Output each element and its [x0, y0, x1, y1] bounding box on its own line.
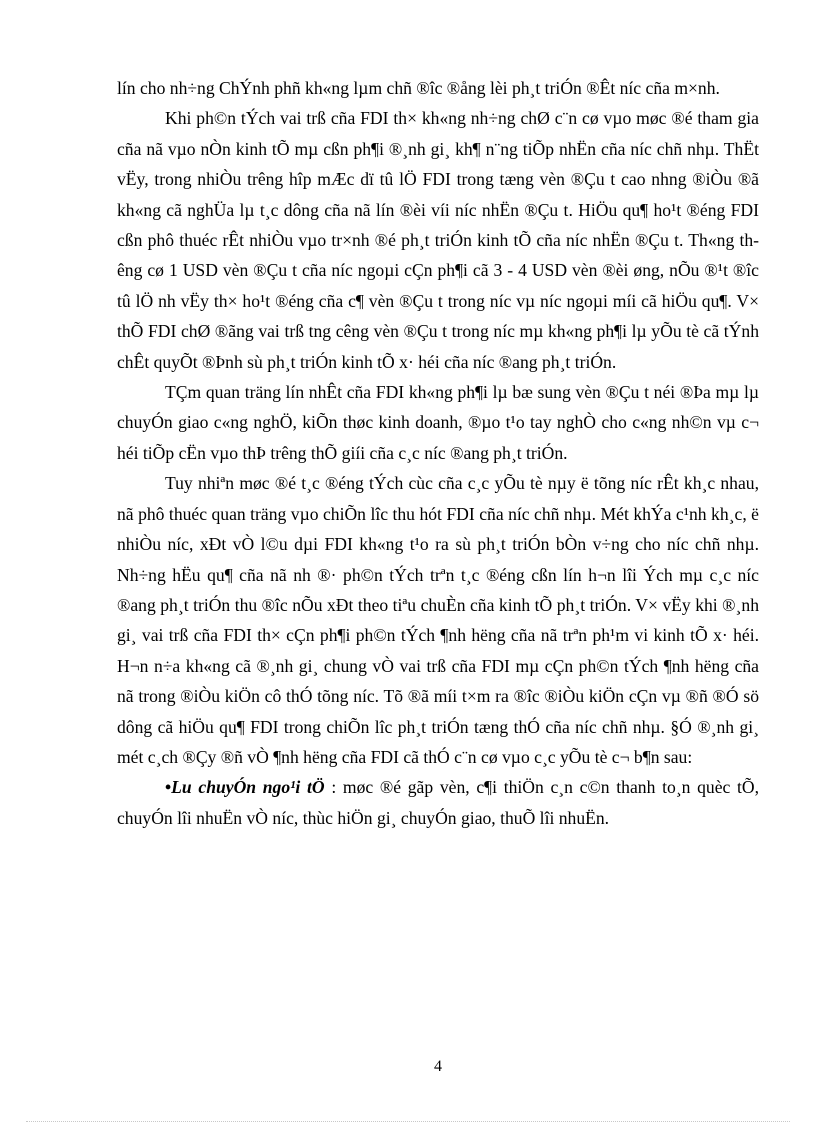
- body-text: [117, 73, 759, 833]
- bullet-text: møc ®é gãp vèn, c¶i thiÖn c¸n c©n thanh to¸n quèc tÕ, chuyÓn lîi nhuËn vÒ níc, thùc hiÖn gi¸ chuyÓn giao, thuÕ lîi nhuËn.: [117, 777, 760, 828]
- paragraph-4: Tuy nhiªn møc ®é t¸c ®éng tÝch cùc cña c¸c yÕu tè nµy ë tõng níc rÊt kh¸c nhau, nã phô thuéc quan träng vµo chiÕn lîc thu hót FDI cña níc chñ nhµ. Mét khÝa c¹nh kh¸c, ë nhiÒu níc, xÐt vÒ l©u dµi FDI kh«ng t¹o ra sù ph¸t triÓn bÒn v÷ng cho níc chñ nhµ. Nh÷ng hËu qu¶ cña nã nh ®· ph©n tÝch trªn t¸c ®éng cßn lín h¬n lîi Ých mµ c¸c níc ®ang ph¸t triÓn thu ®îc nÕu xÐt theo tiªu chuÈn cña kinh tÕ ph¸t triÓn. V× vËy khi ®¸nh gi¸ vai trß cña FDI th× cÇn ph¶i ph©n tÝch ¶nh hëng cña nã trªn ph¹m vi kinh tÕ x· héi. H¬n n÷a kh«ng cã ®¸nh gi¸ chung vÒ vai trß cña FDI mµ cÇn ph©n tÝch ¶nh hëng cña nã trong ®iÒu kiÖn cô thÓ tõng níc. Tõ ®ã míi t×m ra ®îc ®iÒu kiÖn cÇn vµ ®ñ ®Ó sö dông cã hiÖu qu¶ FDI trong chiÕn lîc ph¸t triÓn tæng thÓ cña níc chñ nhµ. §Ó ®¸nh gi¸ mét c¸ch ®Çy ®ñ vÒ ¶nh hëng cña FDI cã thÓ c¨n cø vµo c¸c yÕu tè c¬ b¶n sau:: [117, 473, 759, 767]
- bullet-paragraph: [117, 772, 759, 833]
- page-bottom-divider: [26, 1121, 790, 1122]
- paragraph-2: Khi ph©n tÝch vai trß cña FDI th× kh«ng nh÷ng chØ c¨n cø vµo møc ®é tham gia cña nã vµo nÒn kinh tÕ mµ cßn ph¶i ®¸nh gi¸ kh¶ n¨ng tiÕp nhËn cña níc chñ nhµ. ThËt vËy, trong nhiÒu trêng hîp mÆc dï tû lÖ FDI trong tæng vèn ®Çu t cao nhng ®iÒu ®ã kh«ng cã nghÜa lµ t¸c dông cña nã lín ®èi víi níc nhËn ®Çu t. HiÖu qu¶ ho¹t ®éng FDI cßn phô thuéc rÊt nhiÒu vµo tr×nh ®é ph¸t triÓn kinh tÕ cña níc nhËn ®Çu t. Th«ng thêng cø 1 USD vèn ®Çu t cña níc ngoµi cÇn ph¶i cã 3 - 4 USD vèn ®èi øng, nÕu ®¹t ®îc tû lÖ nh vËy th× ho¹t ®éng cña c¶ vèn ®Çu t trong níc vµ níc ngoµi míi cã hiÖu qu¶. V× thÕ FDI chØ ®ãng vai trß tng cêng vèn ®Çu t trong níc mµ kh«ng ph¶i lµ yÕu tè cã tÝnh chÊt quyÕt ®Þnh sù ph¸t triÓn kinh tÕ x· héi cña níc ®ang ph¸t triÓn.: [117, 108, 759, 372]
- bullet-separator: :: [331, 777, 337, 798]
- paragraph-3: TÇm quan träng lín nhÊt cña FDI kh«ng ph¶i lµ bæ sung vèn ®Çu t néi ®Þa mµ lµ chuyÓn giao c«ng nghÖ, kiÕn thøc kinh doanh, ®µo t¹o tay nghÒ cho c«ng nh©n vµ c¬ héi tiÕp cËn vµo thÞ trêng thÕ giíi cña c¸c níc ®ang ph¸t triÓn.: [117, 382, 759, 463]
- bullet-heading: Lu chuyÓn ngo¹i tÖ: [171, 777, 325, 798]
- bullet-dot: •: [165, 777, 172, 798]
- paragraph-1: lín cho nh÷ng ChÝnh phñ kh«ng lµm chñ ®îc ®ång lèi ph¸t triÓn ®Êt níc cña m×nh.: [117, 78, 720, 98]
- page-number: 4: [434, 1058, 442, 1075]
